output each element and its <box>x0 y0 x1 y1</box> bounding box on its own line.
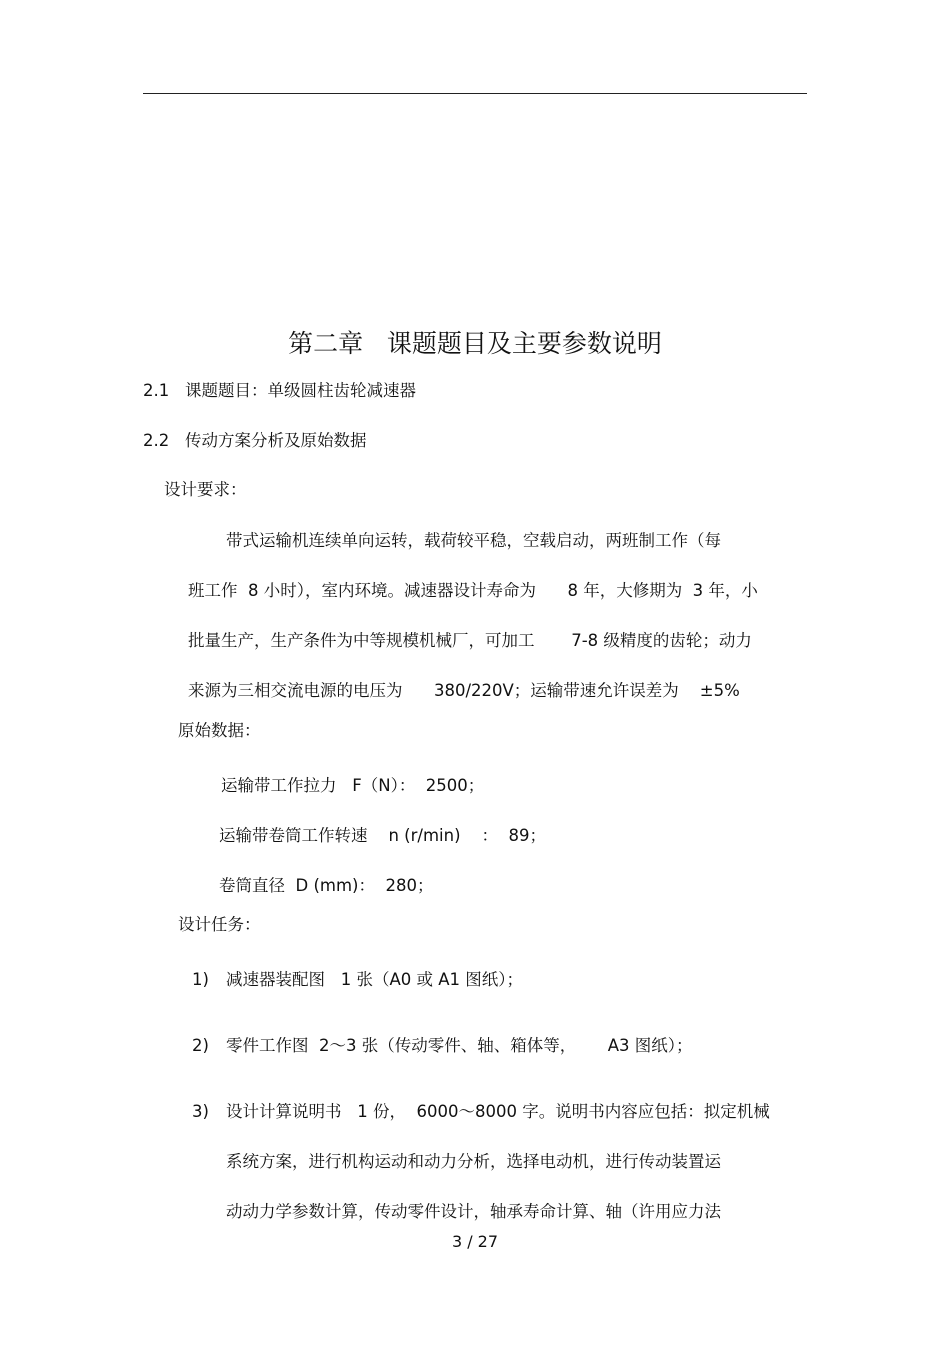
task-line: 系统方案，进行机构运动和动力分析，选择电动机，进行传动装置运 <box>226 1152 721 1171</box>
section-2-1-heading: 2.1 课题题目：单级圆柱齿轮减速器 <box>143 381 416 400</box>
requirements-line: 带式运输机连续单向运转，载荷较平稳，空载启动，两班制工作（每 <box>226 531 721 550</box>
task-line: 零件工作图 2～3 张（传动零件、轴、箱体等， A3 图纸）； <box>226 1036 693 1055</box>
raw-data-item: 运输带卷筒工作转速 n (r/min) ： 89； <box>219 826 546 845</box>
page-number: 3 / 27 <box>451 1232 499 1251</box>
design-requirements-label: 设计要求： <box>164 480 247 499</box>
design-tasks-label: 设计任务： <box>178 915 261 934</box>
task-line: 动动力学参数计算，传动零件设计，轴承寿命计算、轴（许用应力法 <box>226 1202 721 1221</box>
task-number: 2) <box>192 1036 209 1055</box>
raw-data-item: 卷筒直径 D (mm)： 280； <box>219 876 434 895</box>
task-line: 减速器装配图 1 张（A0 或 A1 图纸）； <box>226 970 524 989</box>
task-number: 1) <box>192 970 209 989</box>
task-number: 3) <box>192 1102 209 1121</box>
header-rule <box>143 93 807 94</box>
requirements-line: 来源为三相交流电源的电压为 380/220V；运输带速允许误差为 ±5% <box>188 681 740 700</box>
raw-data-item: 运输带工作拉力 F（N）： 2500； <box>221 776 485 795</box>
task-line: 设计计算说明书 1 份， 6000～8000 字。说明书内容应包括：拟定机械 <box>226 1102 770 1121</box>
section-2-2-heading: 2.2 传动方案分析及原始数据 <box>143 431 367 450</box>
chapter-title: 第二章 课题题目及主要参数说明 <box>288 329 662 358</box>
requirements-line: 批量生产，生产条件为中等规模机械厂，可加工 7-8 级精度的齿轮；动力 <box>188 631 752 650</box>
raw-data-label: 原始数据： <box>178 721 261 740</box>
requirements-line: 班工作 8 小时），室内环境。减速器设计寿命为 8 年，大修期为 3 年，小 <box>188 581 758 600</box>
